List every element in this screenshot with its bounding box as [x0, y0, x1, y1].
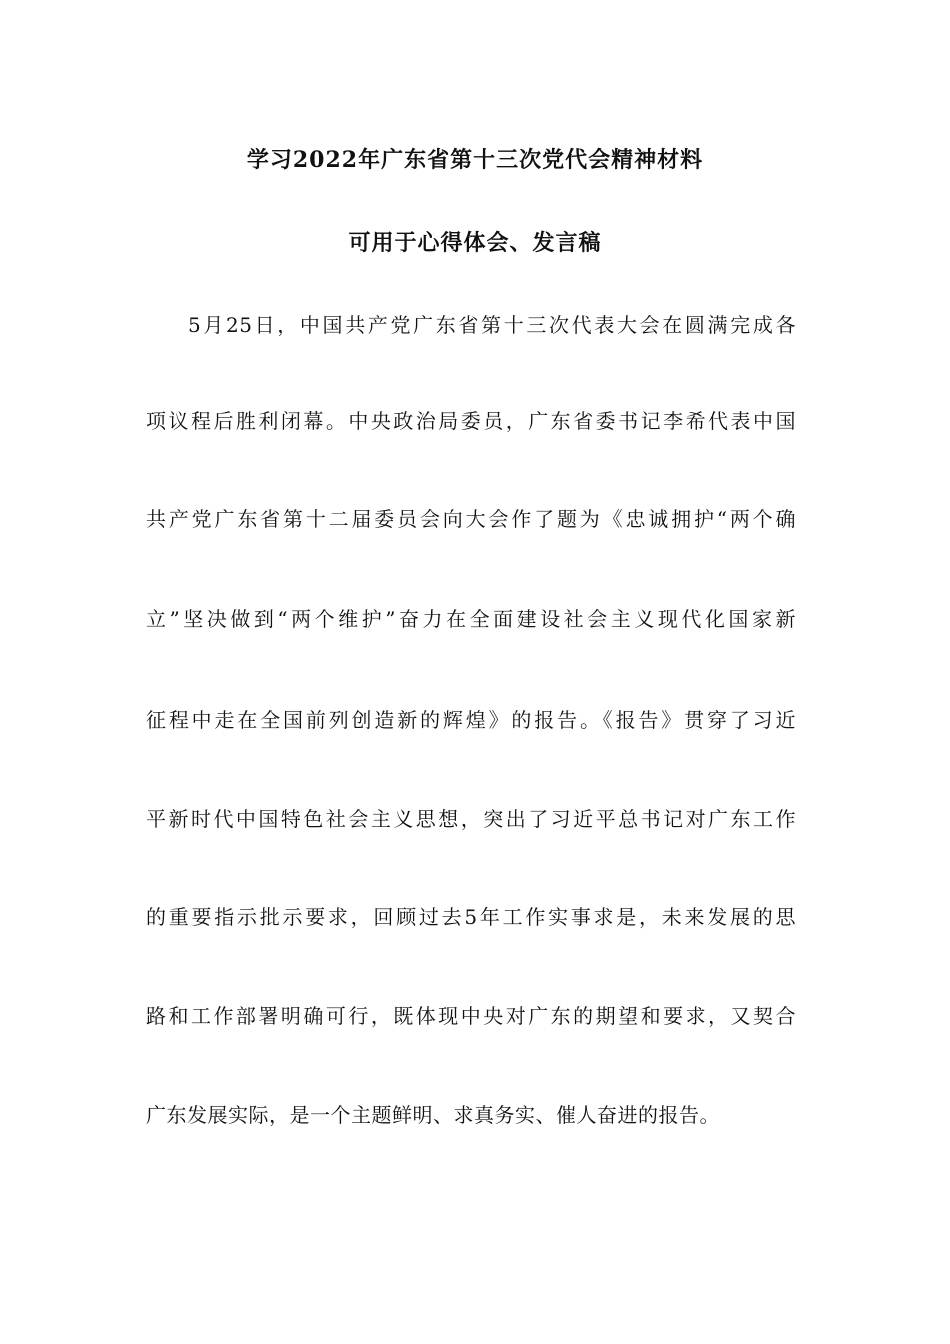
paragraph-line: 共产党广东省第十二届委员会向大会作了题为《忠诚拥护“两个确	[146, 507, 796, 531]
paragraph-line: 项议程后胜利闭幕。中央政治局委员，广东省委书记李希代表中国	[146, 409, 796, 433]
paragraph-line: 立”坚决做到“两个维护”奋力在全面建设社会主义现代化国家新	[146, 607, 796, 631]
document-title: 学习2022年广东省第十三次党代会精神材料	[246, 147, 704, 173]
paragraph-line: 征程中走在全国前列创造新的辉煌》的报告。《报告》贯穿了习近	[146, 708, 796, 732]
document-subtitle: 可用于心得体会、发言稿	[348, 230, 602, 256]
paragraph-line: 5月25日，中国共产党广东省第十三次代表大会在圆满完成各	[188, 313, 796, 337]
paragraph-line: 广东发展实际，是一个主题鲜明、求真务实、催人奋进的报告。	[146, 1103, 720, 1127]
paragraph-line: 路和工作部署明确可行，既体现中央对广东的期望和要求，又契合	[146, 1004, 796, 1028]
paragraph-line: 平新时代中国特色社会主义思想，突出了习近平总书记对广东工作	[146, 807, 796, 831]
paragraph-line: 的重要指示批示要求，回顾过去5年工作实事求是，未来发展的思	[146, 905, 796, 929]
